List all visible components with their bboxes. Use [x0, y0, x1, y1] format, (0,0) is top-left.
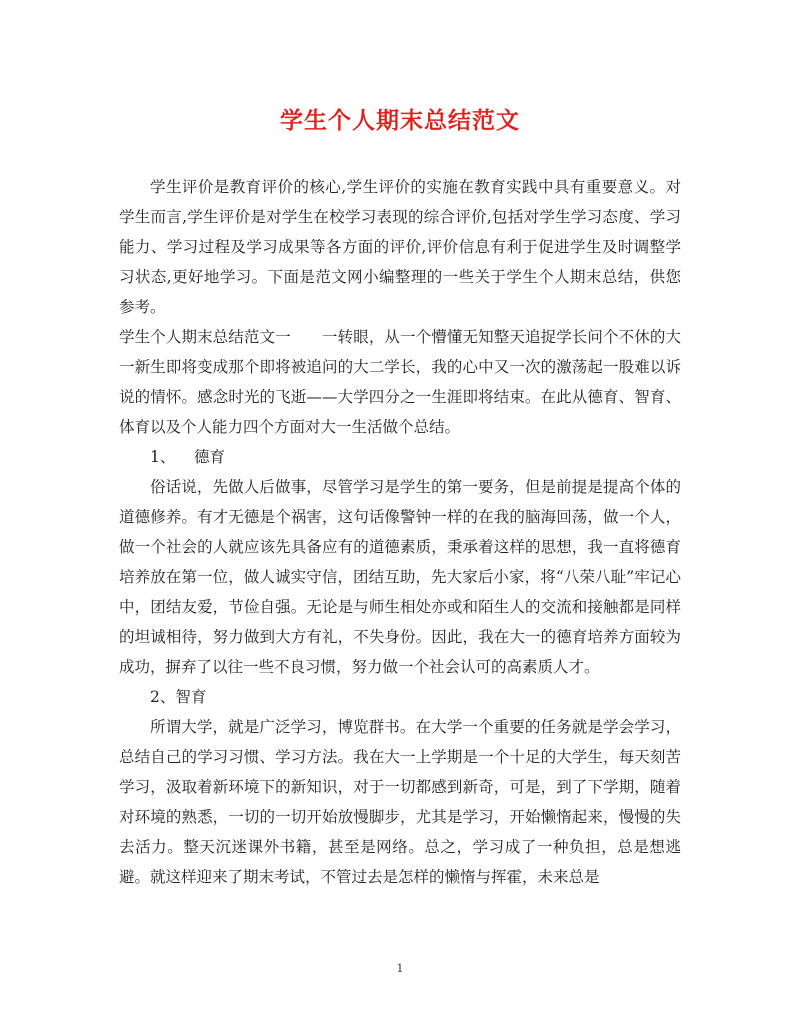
- page-number: 1: [396, 962, 404, 975]
- section-heading-moral: [119, 442, 681, 472]
- section-heading-number: 1、: [150, 448, 176, 466]
- section-heading-intellectual: 2、智育: [150, 688, 207, 706]
- intellectual-paragraph: 所谓大学，就是广泛学习，博览群书。在大学一个重要的任务就是学会学习，总结自己的学习习惯、学习方法。我在大一上学期是一个十足的大学生，每天刻苦学习，汲取着新环境下的新知识，对于一切都感到新奇，可是，到了下学期，随着对环境的熟悉，一切的一切开始放慢脚步，尤其是学习，开始懒惰起来，慢慢的失去活力。整天沉迷课外书籍，甚至是网络。总之，学习成了一种负担，总是想逃避。就这样迎来了期末考试，不管过去是怎样的懒惰与挥霍，未来总是: [119, 718, 681, 886]
- document-body: [119, 172, 681, 892]
- section-heading-text: 德育: [194, 448, 226, 466]
- document-title: 学生个人期末总结范文: [280, 107, 520, 134]
- section-intro-paragraph: 学生个人期末总结范文一 一转眼，从一个懵懂无知整天追捉学长问个不休的大一新生即将变成那个即将被追问的大二学长，我的心中又一次的激荡起一股难以诉说的情怀。感念时光的飞逝——大学四分之一生涯即将结束。在此从德育、智育、体育以及个人能力四个方面对大一生活做个总结。: [119, 328, 681, 436]
- moral-paragraph: 俗话说，先做人后做事，尽管学习是学生的第一要务，但是前提是提高个体的道德修养。有才无德是个祸害，这句话像警钟一样的在我的脑海回荡，做一个人，做一个社会的人就应该先具备应有的道德素质，秉承着这样的思想，我一直将德育培养放在第一位，做人诚实守信，团结互助，先大家后小家，将“八荣八耻”牢记心中，团结友爱，节俭自强。无论是与师生相处亦或和陌生人的交流和接触都是同样的坦诚相待，努力做到大方有礼，不失身份。因此，我在大一的德育培养方面较为成功，摒弃了以往一些不良习惯，努力做一个社会认可的高素质人才。: [119, 478, 681, 676]
- intro-paragraph: 学生评价是教育评价的核心,学生评价的实施在教育实践中具有重要意义。对学生而言,学生评价是对学生在校学习表现的综合评价,包括对学生学习态度、学习能力、学习过程及学习成果等各方面的评价,评价信息有利于促进学生及时调整学习状态,更好地学习。下面是范文网小编整理的一些关于学生个人期末总结，供您参考。: [119, 178, 681, 316]
